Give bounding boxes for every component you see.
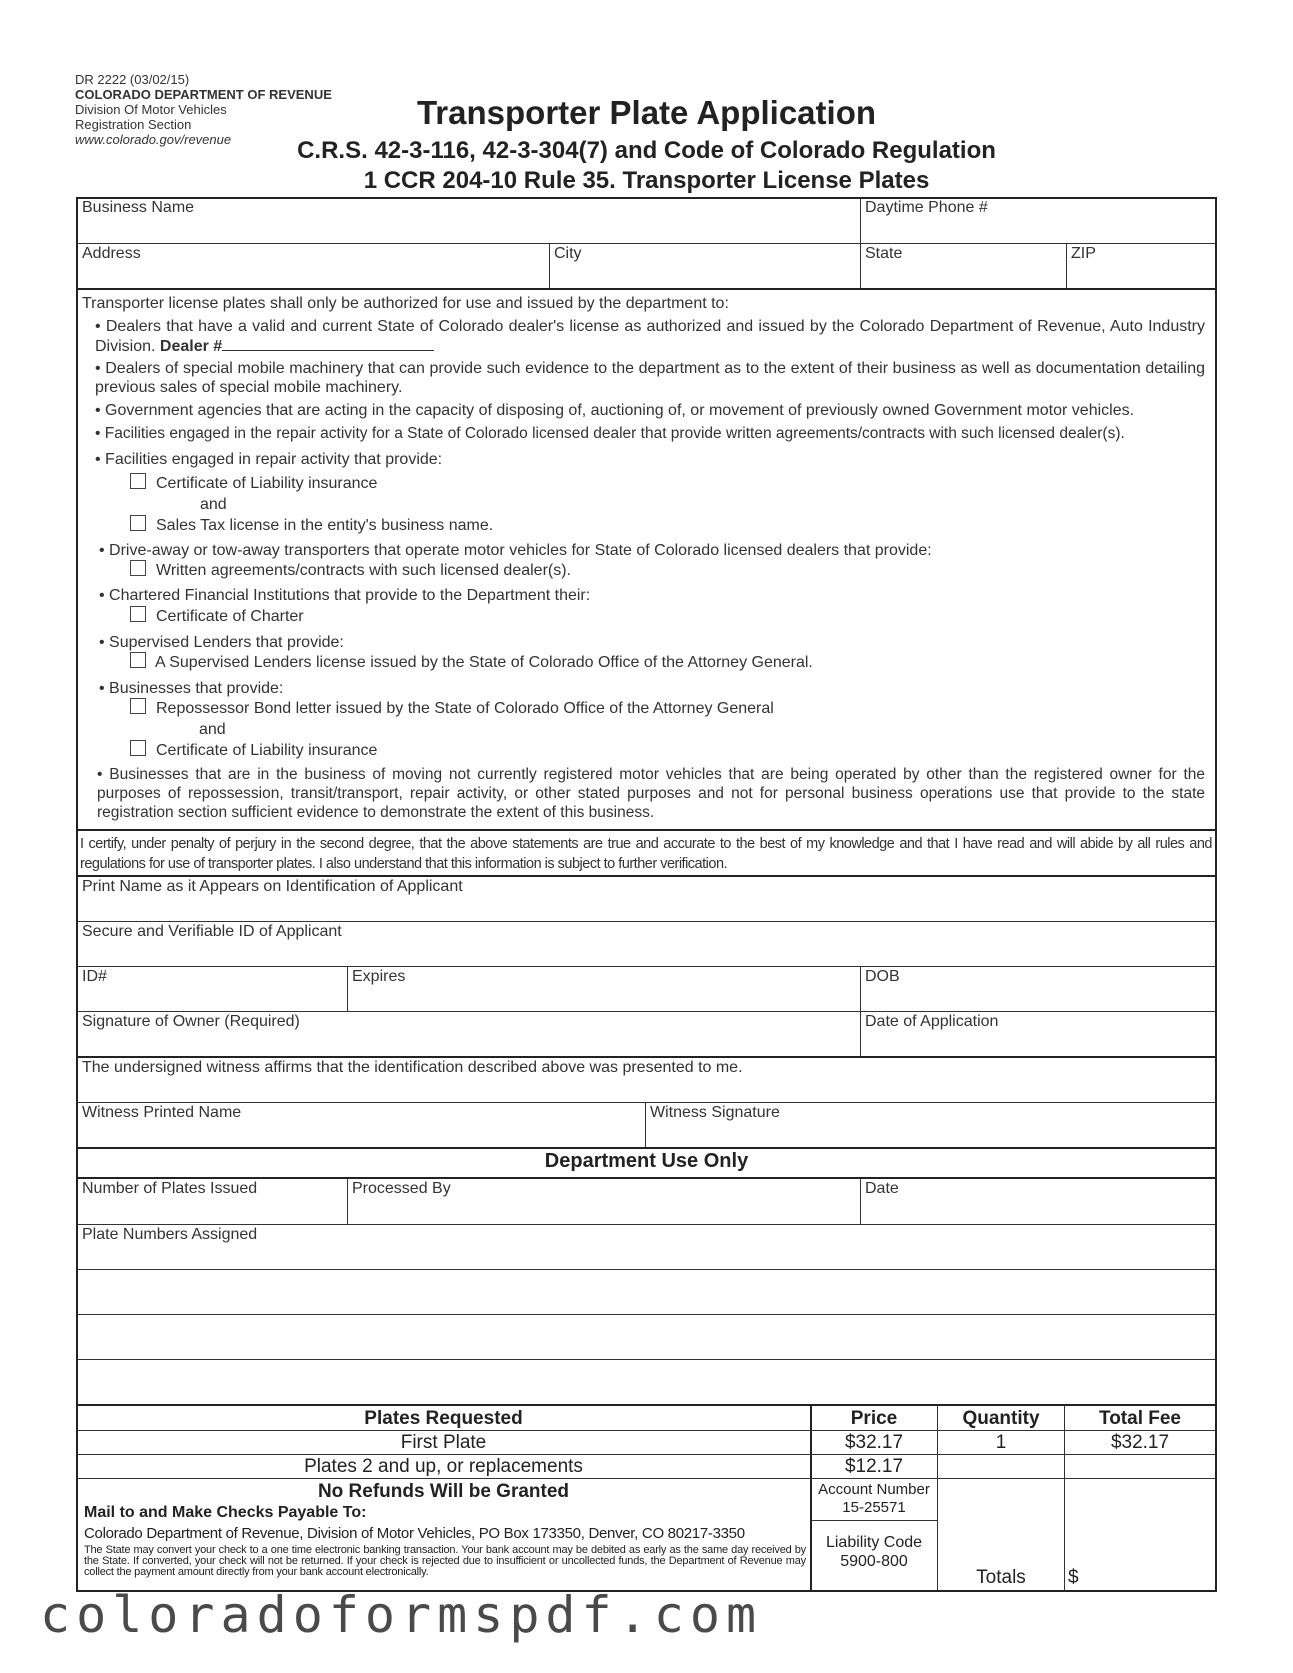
plates-issued-label: Number of Plates Issued — [82, 1180, 258, 1197]
form-id: DR 2222 (03/02/15) — [75, 72, 190, 87]
date-of-application-field[interactable] — [861, 1011, 1215, 1056]
section-divider — [78, 829, 1215, 831]
dob-field[interactable] — [861, 966, 1215, 1011]
page-title: Transporter Plate Application — [416, 94, 877, 131]
plate-numbers-line-4[interactable] — [78, 1360, 1215, 1404]
divider — [811, 1520, 937, 1521]
written-agreements-label: Written agreements/contracts with such licensed dealer(s). — [156, 562, 571, 579]
cert-liability-label-1: Certificate of Liability insurance — [156, 475, 378, 492]
and-label-1: and — [200, 496, 227, 513]
dealer-number-input[interactable] — [222, 336, 434, 351]
division-name: Division Of Motor Vehicles — [75, 102, 227, 117]
lenders-license-label: A Supervised Lenders license issued by the State of Colorado Office of the Attorney General. — [155, 654, 813, 671]
witness-name-field[interactable] — [78, 1102, 643, 1147]
cert-liability-label-2: Certificate of Liability insurance — [156, 742, 378, 759]
date-of-application-label: Date of Application — [865, 1013, 999, 1030]
cert-liability-checkbox-1[interactable] — [130, 473, 146, 489]
cert-charter-label: Certificate of Charter — [156, 608, 304, 625]
totals-dollar-field[interactable] — [1068, 1567, 1079, 1589]
plate-numbers-label: Plate Numbers Assigned — [82, 1226, 258, 1243]
address-field[interactable] — [78, 243, 548, 288]
account-number-label: Account Number — [818, 1481, 930, 1498]
eligibility-moving-businesses: • Businesses that are in the business of moving not currently registered motor vehicles that are being operated by other than the registered owner for the purposes of repossession, transit/transport, repair activity, or other stated purposes and not for personal business operations use that provide to the state registration section sufficient evidence to demonstrate the extent of this business. — [97, 766, 1205, 821]
and-label-2: and — [199, 721, 226, 738]
id-number-label: ID# — [82, 968, 107, 985]
account-number-box — [811, 1481, 937, 1517]
eligibility-government: • Government agencies that are acting in the capacity of disposing of, auctioning of, or movement of previously owned Government motor vehicles. — [95, 402, 1135, 419]
sales-tax-checkbox[interactable] — [130, 515, 146, 531]
department-use-heading: Department Use Only — [544, 1150, 749, 1172]
department-name: COLORADO DEPARTMENT OF REVENUE — [75, 87, 332, 102]
expires-field[interactable] — [348, 966, 858, 1011]
plate-numbers-line-3[interactable] — [78, 1315, 1215, 1359]
department-date-field[interactable] — [861, 1178, 1215, 1223]
eligibility-driveaway: • Drive-away or tow-away transporters that operate motor vehicles for State of Colorado licensed dealers that provide: — [99, 542, 932, 559]
page-subtitle-2: 1 CCR 204-10 Rule 35. Transporter License Plates — [363, 167, 930, 194]
lenders-license-checkbox[interactable] — [130, 652, 146, 668]
fees-header-price: Price — [850, 1408, 898, 1429]
dollar-sign: $ — [1068, 1567, 1079, 1588]
eligibility-special-mobile: • Dealers of special mobile machinery that can provide such evidence to the department as to the extent of their business as well as documentation detailing previous sales of special mobile machinery. — [95, 360, 1205, 396]
section-divider — [78, 288, 1215, 290]
liability-code-label: Liability Code — [825, 1534, 923, 1551]
signature-label: Signature of Owner (Required) — [82, 1013, 300, 1030]
fees-header-plates: Plates Requested — [364, 1408, 523, 1429]
divider — [78, 1454, 1215, 1455]
written-agreements-checkbox[interactable] — [130, 560, 146, 576]
business-name-label: Business Name — [82, 199, 195, 216]
liability-code-value: 5900-800 — [840, 1553, 908, 1570]
page-subtitle-1: C.R.S. 42-3-116, 42-3-304(7) and Code of Colorado Regulation — [297, 137, 996, 164]
witness-statement — [78, 1057, 1215, 1101]
state-field[interactable] — [861, 243, 1065, 288]
witness-name-label: Witness Printed Name — [82, 1104, 242, 1121]
site-watermark: coloradoformspdf.com — [40, 1586, 763, 1644]
city-label: City — [554, 245, 582, 262]
repossessor-label: Repossessor Bond letter issued by the State of Colorado Office of the Attorney General — [156, 700, 774, 717]
id-number-field[interactable] — [78, 966, 346, 1011]
website-link[interactable]: www.colorado.gov/revenue — [75, 132, 232, 147]
totals-label: Totals — [976, 1567, 1026, 1588]
section-name: Registration Section — [75, 117, 192, 132]
business-name-field[interactable] — [78, 197, 858, 242]
processed-by-field[interactable] — [348, 1178, 858, 1223]
print-name-label: Print Name as it Appears on Identification of Applicant — [82, 878, 463, 895]
daytime-phone-label: Daytime Phone # — [865, 199, 988, 216]
dob-label: DOB — [865, 968, 900, 985]
daytime-phone-field[interactable] — [861, 197, 1215, 242]
plate-numbers-line-2[interactable] — [78, 1270, 1215, 1314]
zip-label: ZIP — [1071, 245, 1096, 262]
no-refunds-notice: No Refunds Will be Granted — [317, 1481, 570, 1502]
sales-tax-label: Sales Tax license in the entity's business name. — [156, 517, 494, 534]
cert-charter-checkbox[interactable] — [130, 606, 146, 622]
city-field[interactable] — [550, 243, 858, 288]
department-date-label: Date — [865, 1180, 899, 1197]
secure-id-label: Secure and Verifiable ID of Applicant — [82, 923, 342, 940]
print-name-field[interactable] — [78, 876, 1215, 921]
address-label: Address — [82, 245, 141, 262]
eligibility-businesses: • Businesses that provide: — [99, 680, 284, 697]
fees-row-first-total[interactable]: $32.17 — [1110, 1432, 1170, 1453]
certification-statement: I certify, under penalty of perjury in the second degree, that the above statements are true and accurate to the best of my knowledge and that I have read and will abide by all rules and regulations for use of transporter plates. I also understand that this information is subject to further verification. — [80, 836, 1212, 872]
secure-id-field[interactable] — [78, 921, 1215, 966]
divider — [78, 1430, 1215, 1431]
liability-code-box — [811, 1533, 937, 1571]
plate-numbers-field[interactable] — [78, 1224, 1215, 1269]
section-divider — [78, 1404, 1215, 1406]
divider — [78, 1478, 1215, 1479]
check-conversion-notice: The State may convert your check to a one time electronic banking transaction. Your bank account may be debited as early as the same day received by the State. If converted, your check will not be returned. If your check is rejected due to insufficient or uncollected funds, the Department of Revenue may collect the payment amount directly from your bank account electronically. — [84, 1544, 806, 1578]
witness-statement-text: The undersigned witness affirms that the identification described above was presented to me. — [82, 1059, 743, 1076]
mail-to-label: Mail to and Make Checks Payable To: — [84, 1504, 367, 1521]
dealer-number-label: Dealer # — [159, 338, 223, 355]
fees-row-first-label: First Plate — [400, 1432, 487, 1453]
eligibility-dealers-text: • Dealers that have a valid and current State of Colorado dealer's license as authorized and issued by the Colorado Department of Revenue, Auto Industry Division. — [95, 318, 1205, 355]
state-label: State — [865, 245, 903, 262]
eligibility-repair-facilities: • Facilities engaged in repair activity that provide: — [95, 451, 443, 468]
witness-signature-label: Witness Signature — [650, 1104, 780, 1121]
fees-row-first-price: $32.17 — [844, 1432, 904, 1453]
mail-address: Colorado Department of Revenue, Division of Motor Vehicles, PO Box 173350, Denver, CO 80217-3350 — [84, 1525, 745, 1542]
fees-header-quantity: Quantity — [962, 1408, 1040, 1429]
cert-liability-checkbox-2[interactable] — [130, 740, 146, 756]
eligibility-financial: • Chartered Financial Institutions that provide to the Department their: — [99, 587, 591, 604]
signature-field[interactable] — [78, 1011, 858, 1056]
witness-signature-field[interactable] — [646, 1102, 1215, 1147]
repossessor-checkbox[interactable] — [130, 698, 146, 714]
eligibility-repair-dealer: • Facilities engaged in the repair activity for a State of Colorado licensed dealer that provide written agreements/contracts with such licensed dealer(s). — [95, 425, 1125, 442]
zip-field[interactable] — [1067, 243, 1215, 288]
plates-issued-field[interactable] — [78, 1178, 346, 1223]
expires-label: Expires — [352, 968, 406, 985]
eligibility-dealers — [95, 317, 1205, 356]
eligibility-intro: Transporter license plates shall only be authorized for use and issued by the department to: — [82, 295, 729, 312]
fees-row-additional-label: Plates 2 and up, or replacements — [304, 1456, 583, 1477]
account-number-value: 15-25571 — [842, 1499, 906, 1516]
fees-row-first-quantity[interactable]: 1 — [995, 1432, 1007, 1453]
processed-by-label: Processed By — [352, 1180, 451, 1197]
fees-row-additional-price: $12.17 — [844, 1456, 904, 1477]
fees-header-total: Total Fee — [1099, 1408, 1181, 1429]
eligibility-lenders: • Supervised Lenders that provide: — [99, 634, 344, 651]
